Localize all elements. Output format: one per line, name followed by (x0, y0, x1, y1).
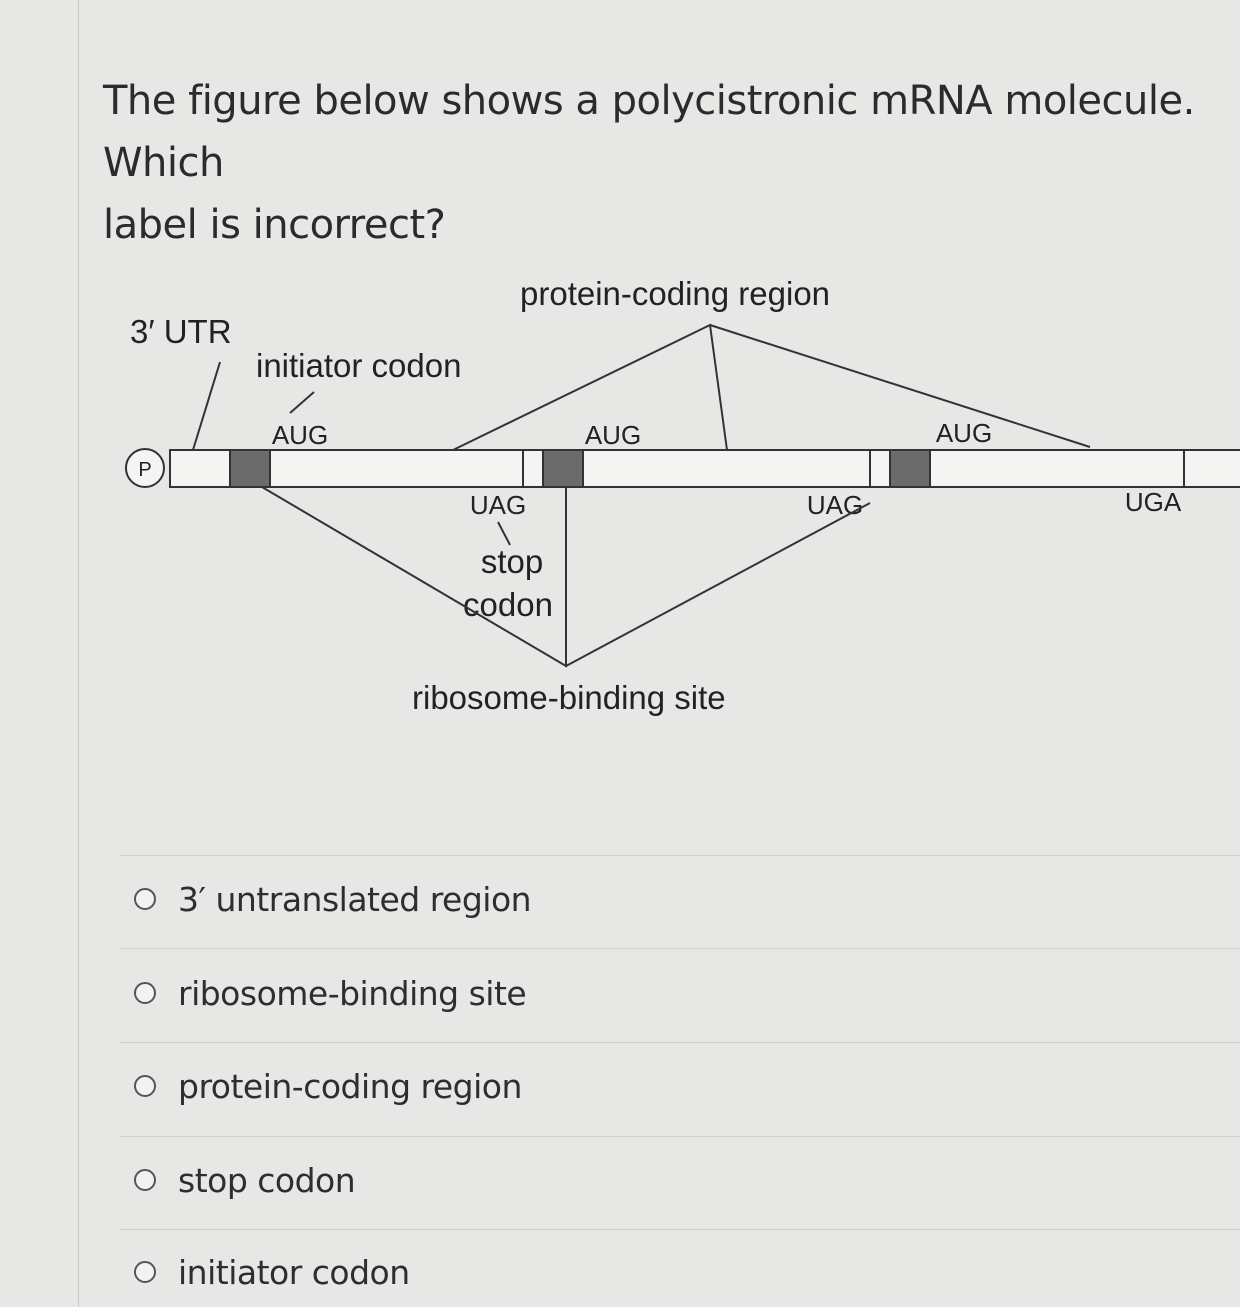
protein-coding-pointer-3 (710, 325, 1090, 447)
option-divider (120, 1042, 1240, 1043)
rbs-block-2 (543, 450, 583, 487)
utr-label: 3′ UTR (130, 313, 232, 350)
option-protein-coding-region[interactable] (134, 1061, 522, 1111)
option-divider (120, 855, 1240, 856)
rbs-block-1 (230, 450, 270, 487)
codon-aug-3: AUG (935, 418, 993, 448)
codon-uag-1: UAG (469, 490, 527, 520)
rbs-block-3 (890, 450, 930, 487)
question-line-1: The figure below shows a polycistronic mRNA molecule. Which (103, 78, 1195, 186)
stop-label-line-1: stop (480, 543, 544, 580)
mrna-strand (170, 450, 1240, 487)
option-divider (120, 1229, 1240, 1230)
option-label: 3′ untranslated region (178, 879, 532, 919)
utr-pointer (193, 362, 220, 450)
stop-label-line-2: codon (463, 586, 553, 623)
codon-uag-2: UAG (806, 490, 864, 520)
option-label: protein-coding region (178, 1066, 522, 1106)
codon-uga: UGA (1124, 487, 1182, 517)
option-divider (120, 948, 1240, 949)
option-divider (120, 1136, 1240, 1137)
ribosome-binding-label: ribosome-binding site (412, 679, 726, 716)
codon-aug-1: AUG (271, 420, 329, 450)
option-3-utr[interactable] (134, 874, 531, 924)
promoter-label: P (138, 459, 152, 481)
option-label: ribosome-binding site (178, 973, 527, 1013)
protein-coding-label: protein-coding region (520, 275, 831, 312)
initiator-label: initiator codon (256, 347, 462, 384)
radio-button[interactable] (134, 1261, 156, 1283)
stop-codon-pointer (498, 522, 510, 545)
question-line-2: label is incorrect? (103, 202, 446, 248)
option-ribosome-binding-site[interactable] (134, 968, 526, 1018)
radio-button[interactable] (134, 888, 156, 910)
option-initiator-codon[interactable] (134, 1247, 410, 1297)
ribosome-binding-pointer-3 (566, 503, 870, 666)
initiator-pointer (290, 392, 314, 413)
radio-button[interactable] (134, 1169, 156, 1191)
option-label: stop codon (178, 1160, 356, 1200)
radio-button[interactable] (134, 1075, 156, 1097)
codon-aug-2: AUG (584, 420, 642, 450)
radio-button[interactable] (134, 982, 156, 1004)
option-label: initiator codon (178, 1252, 410, 1292)
option-stop-codon[interactable] (134, 1155, 355, 1205)
